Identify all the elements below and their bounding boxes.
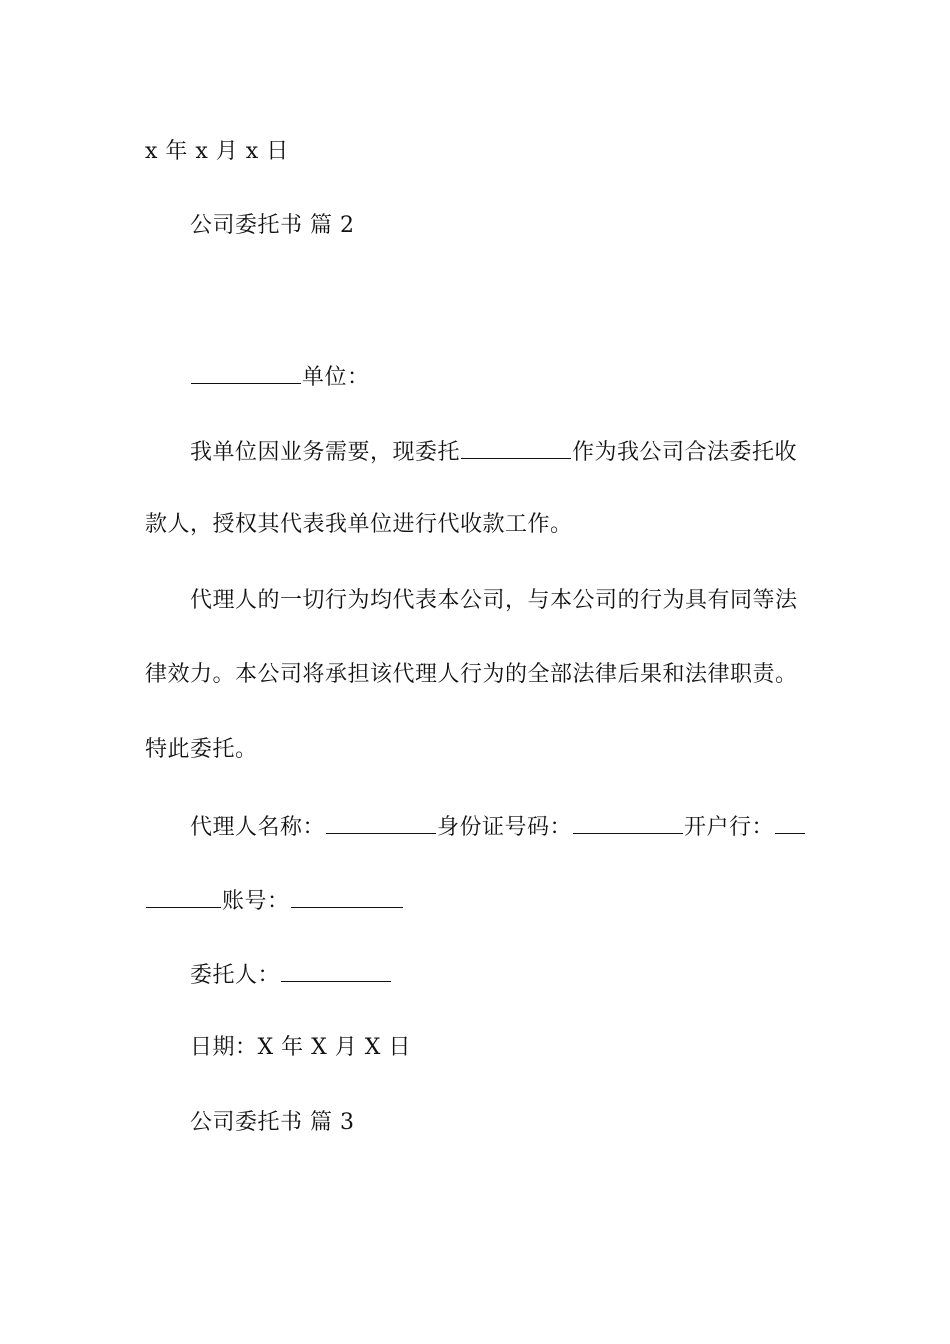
principal-label: 委托人：	[190, 963, 281, 988]
agent-info-line-2	[145, 889, 404, 913]
paragraph-1-line-1	[190, 440, 797, 464]
paragraph-2-line-2: 律效力。本公司将承担该代理人行为的全部法律后果和法律职责。	[145, 662, 798, 687]
paragraph-2-line-1: 代理人的一切行为均代表本公司，与本公司的行为具有同等法	[190, 588, 798, 613]
paragraph-1-text-after: 作为我公司合法委托收	[572, 440, 798, 465]
paragraph-1-line-2: 款人，授权其代表我单位进行代收款工作。	[145, 512, 573, 537]
id-number-label: 身份证号码：	[437, 815, 573, 840]
agent-blank	[461, 440, 571, 459]
account-blank	[291, 889, 403, 908]
addressee-blank	[191, 365, 301, 384]
date-line: 日期：X 年 X 月 X 日	[190, 1035, 411, 1060]
top-date: x 年 x 月 x 日	[145, 139, 289, 164]
paragraph-1-text-before: 我单位因业务需要，现委托	[190, 440, 461, 465]
bank-blank-end	[146, 889, 221, 908]
addressee-line	[190, 365, 370, 389]
agent-name-label: 代理人名称：	[190, 815, 326, 840]
id-number-blank	[573, 815, 683, 834]
principal-blank	[281, 963, 391, 982]
agent-name-blank	[326, 815, 436, 834]
bank-blank-start	[775, 815, 805, 834]
section-3-heading: 公司委托书 篇 3	[190, 1110, 355, 1135]
section-2-heading: 公司委托书 篇 2	[190, 213, 355, 238]
addressee-suffix: 单位：	[302, 365, 370, 390]
account-label: 账号：	[222, 889, 290, 914]
principal-line	[190, 963, 392, 987]
closing-text: 特此委托。	[145, 737, 258, 762]
bank-label: 开户行：	[684, 815, 775, 840]
agent-info-line-1	[190, 815, 806, 839]
